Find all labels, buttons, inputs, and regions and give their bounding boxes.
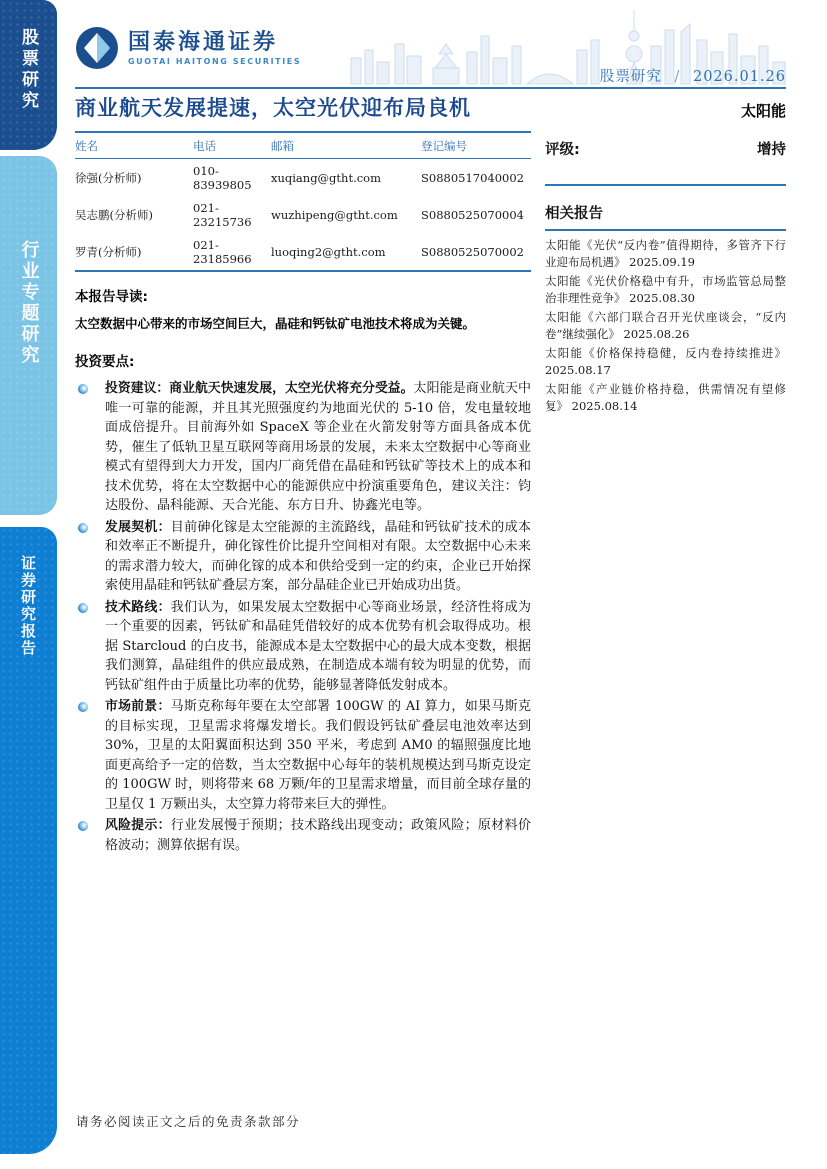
report-list-item [545, 345, 786, 379]
rating-row [545, 138, 786, 159]
report-date: 2026.01.26 [692, 69, 786, 85]
bullet-item [75, 598, 531, 696]
bullet-dot-icon [78, 523, 88, 533]
bullet-dot-icon [78, 702, 88, 712]
related-reports-divider [545, 229, 786, 231]
bullet-body: 马斯克称每年要在太空部署 100GW 的 AI 算力，如果马斯克的目标实现，卫星需求将爆发增长。我们假设钙钛矿叠层电池效率达到 30%，卫星的太阳翼面积达到 350 平米，考虑到 AM0 的辐照强度比地面更高给予一定的倍数，当太空数据中心每年的装机规模达到马斯克设定的 100GW 时，则将带来 68 万颗/年的卫星需求增量，而目前全球存量的卫星仅 1 万颗出头，太空算力将带来巨大的弹性。 [105, 699, 531, 812]
analyst-email[interactable]: luoqing2@gtht.com [271, 244, 386, 259]
bullet-body: 目前砷化镓是太空能源的主流路线，晶硅和钙钛矿技术的成本和效率正不断提升，砷化镓性价比提升空间相对有限。太空数据中心未来的需求潜力较大，而砷化镓的成本和供给受到一定的约束，企业已开始探索使用晶硅和钙钛矿叠层方案，部分晶硅企业已开始成功出货。 [105, 519, 531, 593]
analyst-email[interactable]: xuqiang@gtht.com [271, 170, 381, 185]
bullet-text [105, 518, 531, 596]
table-row [75, 233, 531, 271]
bullet-item [75, 816, 531, 855]
brand-name: 国泰海通证券 [128, 29, 279, 55]
bullet-text [105, 379, 531, 516]
bullet-lead: 投资建议：商业航天快速发展，太空光伏将充分受益。 [105, 381, 414, 396]
separator: / [674, 69, 681, 85]
sidebar-tab-stock-research [0, 0, 57, 150]
report-item-date: 2025.08.17 [545, 362, 611, 377]
bullet-dot-icon [78, 384, 88, 394]
related-reports-list [545, 237, 786, 415]
analyst-regno: S0880525070002 [421, 244, 524, 259]
page-title: 商业航天发展提速，太空光伏迎布局良机 [75, 95, 471, 120]
col-regno: 登记编号 [421, 132, 531, 159]
brand [75, 26, 301, 70]
analyst-regno: S0880517040002 [421, 170, 524, 185]
bullet-item [75, 697, 531, 814]
col-name: 姓名 [75, 132, 193, 159]
bullet-text [105, 697, 531, 814]
bullet-body: 行业发展慢于预期；技术路线出现变动；政策风险；原材料价格波动；测算依据有误。 [105, 818, 531, 853]
report-guide-heading: 本报告导读: [75, 289, 148, 305]
bullet-text [105, 816, 531, 855]
bullet-lead: 风险提示： [105, 818, 171, 833]
report-list-item [545, 309, 786, 343]
report-item-date: 2025.09.19 [629, 254, 696, 269]
side-column [545, 96, 786, 417]
bullet-dot-icon [78, 603, 88, 613]
analyst-phone: 021-23215736 [193, 200, 252, 229]
table-row [75, 196, 531, 233]
analyst-name: 吴志鹏(分析师) [75, 207, 153, 222]
industry-label: 太阳能 [740, 102, 786, 120]
col-phone: 电话 [193, 132, 271, 159]
main-column [75, 94, 531, 857]
brand-name-en: GUOTAI HAITONG SECURITIES [128, 56, 302, 66]
bullet-body: 我们认为，如果发展太空数据中心等商业场景，经济性将成为一个重要的因素，钙钛矿和晶硅凭借较好的成本优势有机会取得成功。根据 Starcloud 的白皮书，能源成本是太空数据中心的最大成本变数，根据我们测算，晶硅组件的供应最成熟，在制造成本端有较为明显的优势，而钙钛矿组件由于质量比功率的优势，能够显著降低发射成本。 [105, 599, 531, 693]
report-category-date [600, 65, 786, 86]
report-title: 太阳能《六部门联合召开光伏座谈会，“反内卷”继续强化》 [545, 309, 786, 341]
rating-divider [545, 184, 786, 186]
bullet-lead: 市场前景： [105, 699, 171, 714]
bullet-lead: 技术路线： [105, 599, 171, 615]
analyst-phone: 021-23185966 [193, 237, 252, 266]
brand-logo-icon [75, 26, 119, 70]
bullet-item [75, 518, 531, 596]
col-email: 邮箱 [271, 132, 421, 159]
report-title: 太阳能《价格保持稳健，反内卷持续推进》 [545, 345, 786, 360]
report-item-date: 2025.08.26 [623, 326, 690, 341]
report-category: 股票研究 [599, 69, 662, 85]
rating-label: 评级: [545, 142, 580, 158]
report-list-item [545, 237, 786, 271]
header-divider [75, 87, 786, 89]
bullet-body: 太阳能是商业航天中唯一可靠的能源，并且其光照强度约为地面光伏的 5-10 倍，发电量较地面成倍提升。目前海外如 SpaceX 等企业在火箭发射等方面具备成本优势，催生了低轨卫星互联网等商用场景的发展，未来太空数据中心等商业模式有望得到大力开发，国内厂商凭借在晶硅和钙钛矿等技术上的成本和技术优势，将在太空数据中心的能源供应中扮演重要角色，建议关注：钧达股份、晶科能源、天合光能、东方日升、协鑫光电等。 [105, 381, 531, 513]
report-item-date: 2025.08.30 [629, 290, 696, 305]
bullet-lead: 发展契机： [105, 519, 171, 535]
analyst-table [75, 131, 531, 272]
sidebar-label: 行业专题研究 [18, 240, 40, 366]
analyst-email[interactable]: wuzhipeng@gtht.com [271, 207, 398, 222]
sidebar-label: 股票研究 [18, 28, 38, 112]
report-list-item [545, 381, 786, 415]
report-title: 太阳能《光伏“反内卷”值得期待，多管齐下行业迎布局机遇》 [545, 237, 786, 269]
bullet-dot-icon [78, 821, 88, 831]
footer-disclaimer: 请务必阅读正文之后的免责条款部分 [76, 1114, 301, 1129]
sidebar-label: 证券研究报告 [19, 555, 37, 657]
bullet-item [75, 379, 531, 516]
key-points-heading: 投资要点: [75, 354, 135, 370]
bullet-text [105, 598, 531, 696]
rating-value: 增持 [757, 142, 786, 158]
related-reports-heading: 相关报告 [545, 205, 603, 222]
key-points-list [75, 379, 531, 855]
sidebar-tab-industry-special-research [0, 156, 57, 515]
analyst-table-header [75, 132, 531, 159]
table-row [75, 159, 531, 197]
report-title: 太阳能《产业链价格持稳，供需情况有望修复》 [545, 381, 786, 413]
analyst-phone: 010-83939805 [193, 163, 252, 192]
report-guide-summary: 太空数据中心带来的市场空间巨大，晶硅和钙钛矿电池技术将成为关键。 [75, 316, 476, 331]
report-title: 太阳能《光伏价格稳中有升，市场监管总局整治非理性竞争》 [545, 273, 786, 305]
analyst-name: 罗青(分析师) [75, 244, 142, 259]
analyst-name: 徐强(分析师) [75, 170, 142, 185]
sidebar-tab-securities-research-report [0, 527, 57, 1154]
analyst-regno: S0880525070004 [421, 207, 524, 222]
report-list-item [545, 273, 786, 307]
report-item-date: 2025.08.14 [571, 398, 638, 413]
